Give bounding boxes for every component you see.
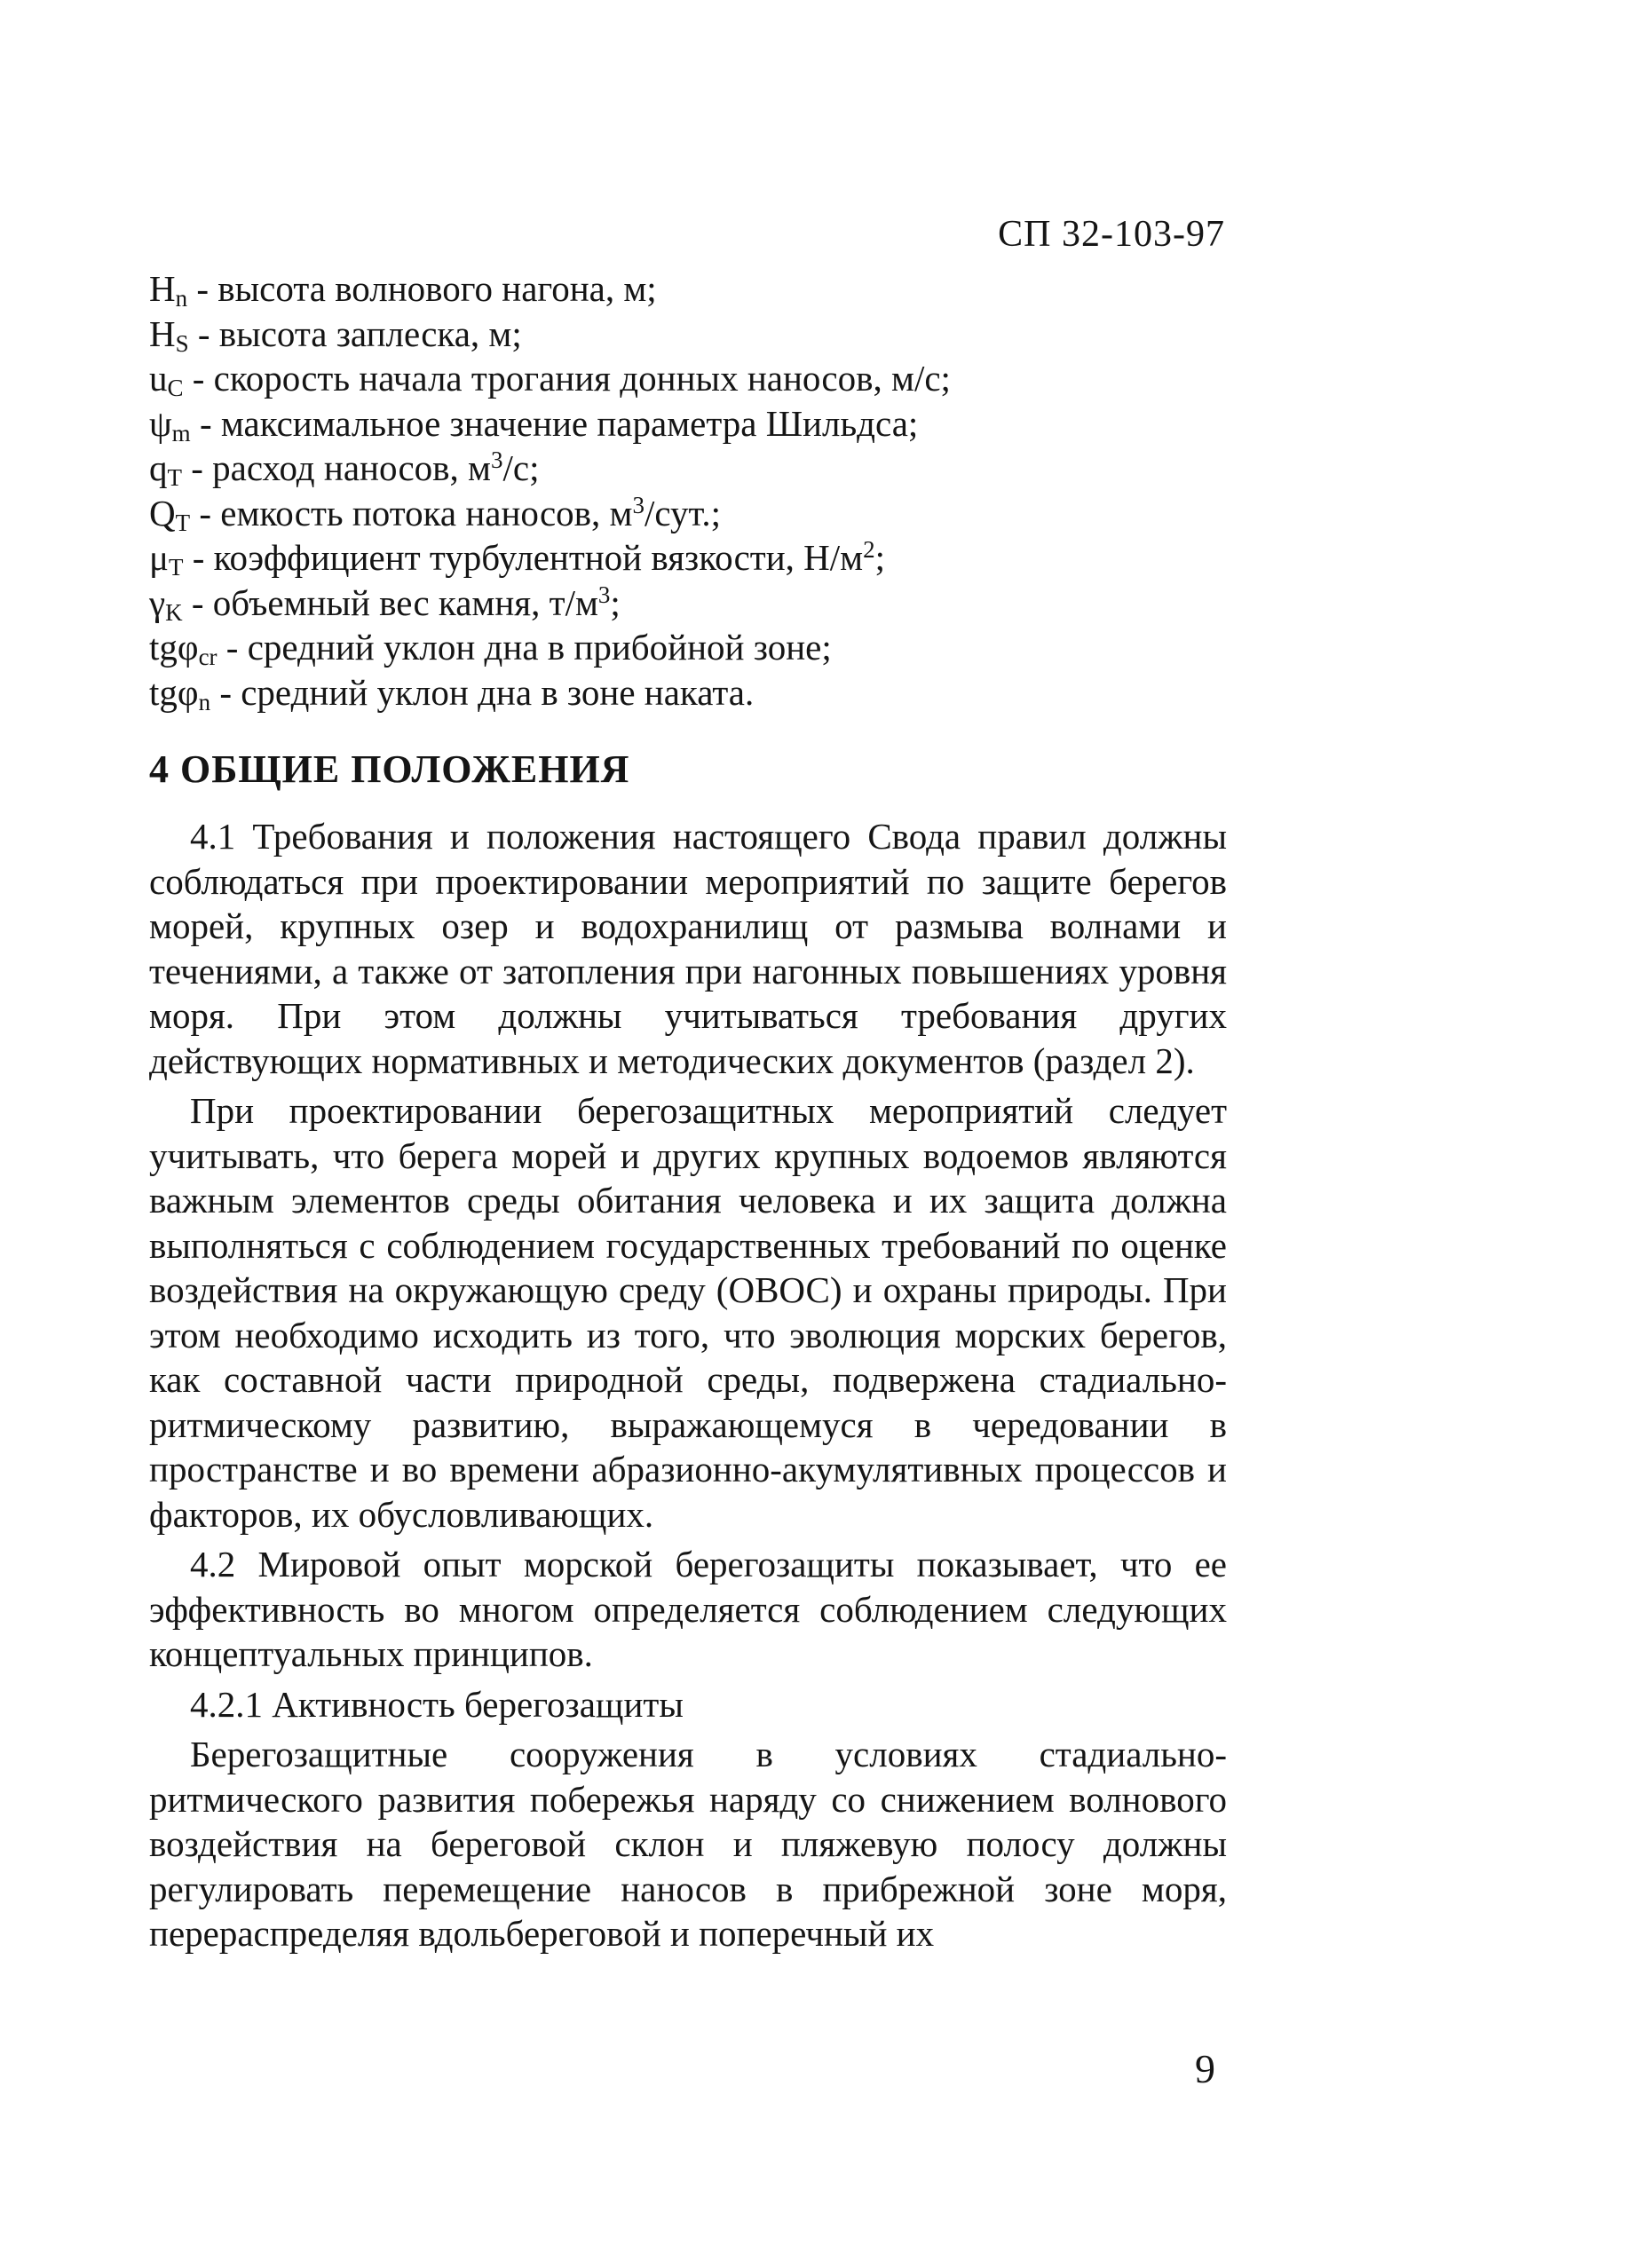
symbol-item: $\gamma_K$ - объемный вес камня, $т/м^3$; — [149, 581, 621, 626]
paragraph: 4.2 Мировой опыт морской берегозащиты показывает, что ее эффективность во многом определяется соблюдением следующих концептуальных принципов. — [149, 1544, 1227, 1674]
symbol-item: $\psi_m$ - максимальное значение параметра Шильдса; — [149, 402, 919, 446]
paragraph: При проектировании берегозащитных мероприятий следует учитывать, что берега морей и других крупных водоемов являются важным элементов среды обитания человека и их защита должна выполняться с соблюдением государственных требований по оценке воздействия на окружающую среду (ОВОС) и охраны природы. При этом необходимо исходить из того, что эволюция морских берегов, как составной части природной среды, подвержена стадиально-ритмическому развитию, выражающемуся в чередовании в пространстве и во времени абразионно-акумулятивных процессов и факторов, их обусловливающих. — [149, 1090, 1227, 1535]
paragraph: Берегозащитные сооружения в условиях стадиально-ритмического развития побережья наряду со снижением волнового воздействия на береговой склон и пляжевую полосу должны регулировать перемещение наносов в прибрежной зоне моря, перераспределяя вдольбереговой и поперечный их — [149, 1734, 1227, 1954]
symbol-item: $\mu_T$ - коэффициент турбулентной вязкости, $Н/м^2$; — [149, 536, 886, 581]
symbol-item: tgφ$_{cr}$ - средний уклон дна в прибойной зоне; — [149, 627, 832, 670]
subsection-heading: 4.2.1 Активность берегозащиты — [190, 1683, 684, 1725]
paragraph: 4.1 Требования и положения настоящего Свода правил должны соблюдаться при проектировании мероприятий по защите берегов морей, крупных озер и водохранилищ от размыва волнами и течениями, а также от затопления при нагонных повышениях уровня моря. При этом должны учитываться требования других действующих нормативных и методических документов (раздел 2). — [149, 816, 1227, 1081]
page-content — [149, 266, 1227, 1962]
document-code: СП 32-103-97 — [998, 214, 1225, 255]
symbol-item: $q_T$ - расход наносов, $м^3/с$; — [149, 446, 540, 491]
page-number: 9 — [1195, 2046, 1215, 2091]
symbol-list — [149, 266, 1227, 715]
section-heading: 4 ОБЩИЕ ПОЛОЖЕНИЯ — [149, 747, 630, 791]
symbol-item: $H_S$ - высота заплеска, м; — [149, 312, 522, 357]
symbol-item: tgφ$_n$ - средний уклон дна в зоне наката. — [149, 671, 755, 715]
symbol-item: $H_n$ - высота волнового нагона, м; — [149, 268, 657, 312]
symbol-item: $Q_T$ - емкость потока наносов, $м^3$/сут.; — [149, 491, 721, 536]
symbol-item: $u_C$ - скорость начала трогания донных наносов, м/с; — [149, 358, 951, 401]
